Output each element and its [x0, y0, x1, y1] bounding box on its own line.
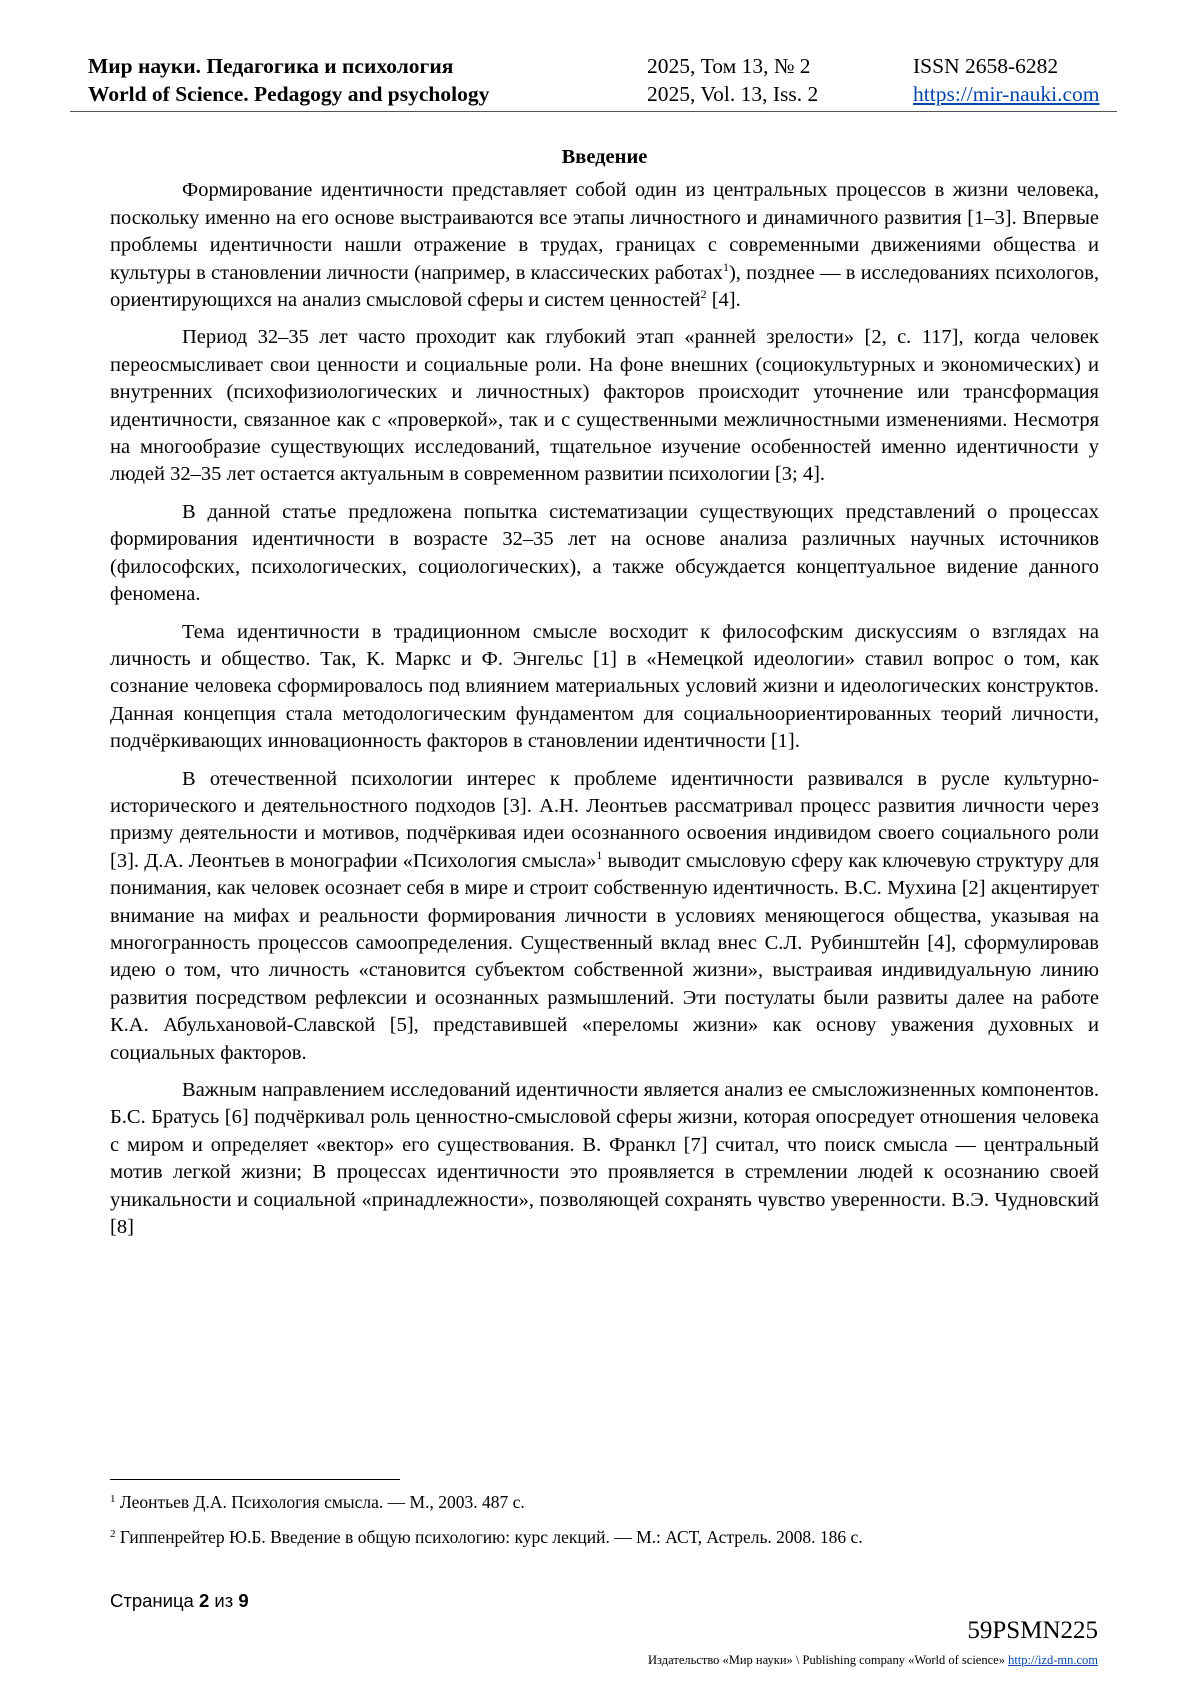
page-number: [110, 1590, 249, 1612]
page-of: из: [209, 1590, 239, 1611]
footnote-2: [110, 1526, 1100, 1548]
publisher-link[interactable]: http://izd-mn.com: [1008, 1653, 1098, 1667]
journal-title: [88, 52, 489, 108]
header-divider: [70, 111, 1117, 112]
page-current: 2: [199, 1590, 210, 1611]
footnote-mark: 1: [110, 1493, 116, 1505]
journal-title-ru: Мир науки. Педагогика и психология: [88, 54, 454, 78]
issue-info-en: 2025, Vol. 13, Iss. 2: [647, 82, 819, 106]
page-label: Страница: [110, 1590, 199, 1611]
article-body: [110, 144, 1099, 1251]
paragraph-text: В отечественной психологии интерес к проблеме идентичности развивался в русле культурно-исторического и деятельностного подходов [3]. А.Н. Леонтьев рассматривал процесс развития личности через призму деятельности и мотивов, подчёркивая идеи осознанного освоения индивидом своего социального роли [3]. Д.А. Леонтьев в монографии «Психология смысла»: [110, 767, 1099, 872]
paragraph-text: Формирование идентичности представляет собой один из центральных процессов в жизни человека, поскольку именно на его основе выстраиваются все этапы личностного и динамичного развития [1–3]. Впервые проблемы идентичности нашли отражение в трудах, границах с современными движениями общества и культуры в становлении личности (например, в классических работах: [110, 179, 1099, 284]
issue-info-ru: 2025, Том 13, № 2: [647, 54, 811, 78]
paragraph-3: В данной статье предложена попытка систематизации существующих представлений о процессах формирования идентичности в возрасте 32–35 лет на основе анализа различных научных источников (философских, психологических, социологических), а также обсуждается концептуальное видение данного феномена.: [110, 500, 1099, 606]
footnote-ref[interactable]: 1: [722, 259, 729, 274]
footnote-text: Леонтьев Д.А. Психология смысла. — М., 2003. 487 с.: [115, 1492, 525, 1512]
footnote-1: [110, 1491, 1100, 1513]
publisher-line: [648, 1653, 1098, 1668]
journal-title-en: World of Science. Pedagogy and psychology: [88, 82, 490, 106]
paragraph-2: Период 32–35 лет часто проходит как глубокий этап «ранней зрелости» [2, с. 117], когда человек переосмысливает свои ценности и социальные роли. На фоне внешних (социокультурных и экономических) и внутренних (психофизиологических и личностных) факторов происходит уточнение или трансформация идентичности, связанное как с «проверкой», так и с существенными межличностными изменениями. Несмотря на многообразие существующих исследований, тщательное изучение особенностей именно идентичности у людей 32–35 лет остается актуальным в современном развитии психологии [3; 4].: [110, 326, 1099, 486]
paragraph-5: [110, 766, 1099, 1067]
issn: ISSN 2658-6282: [913, 54, 1059, 78]
footnote-mark: 2: [110, 1528, 116, 1540]
paragraph-text: ), позднее — в исследованиях психологов, ориентирующихся на анализ смысловой сферы и систем ценностей: [110, 261, 1100, 312]
paragraph-text: выводит смысловую сферу как ключевую структуру для понимания, как человек осознает себя в мире и строит собственную идентичность. В.С. Мухина [2] акцентирует внимание на мифах и реальности формирования личности в условиях меняющегося общества, указывая на многогранность процессов самоопределения. Существенный вклад внес С.Л. Рубинштейн [4], сформулировав идею о том, что личность «становится субъектом собственной жизни», выстраивая индивидуальную линию развития посредством рефлексии и осознанных размышлений. Эти постулаты были развиты далее на работе К.А. Абульхановой-Славской [5], представившей «переломы жизни» как основу уважения духовных и социальных факторов.: [110, 849, 1099, 1064]
paragraph-1: [110, 177, 1099, 314]
publisher-text: Издательство «Мир науки» \ Publishing company «World of science»: [648, 1653, 1009, 1667]
footnote-ref[interactable]: 1: [596, 847, 603, 862]
page-total: 9: [238, 1590, 249, 1611]
footnote-ref[interactable]: 2: [700, 287, 707, 302]
paragraph-4: Тема идентичности в традиционном смысле восходит к философским дискуссиям о взглядах на личность и общество. Так, К. Маркс и Ф. Энгельс [1] в «Немецкой идеологии» ставил вопрос о том, как сознание человека сформировалось под влиянием материальных условий жизни и идеологических конструктов. Данная концепция стала методологическим фундаментом для социальноориентированных теорий личности, подчёркивающих инновационность факторов в становлении идентичности [1].: [110, 620, 1099, 753]
document-code: 59PSMN225: [967, 1617, 1098, 1644]
footnote-text: Гиппенрейтер Ю.Б. Введение в общую психологию: курс лекций. — М.: АСТ, Астрель. 2008. 186 с.: [115, 1527, 863, 1547]
section-title: Введение: [561, 146, 648, 168]
issue-info: [647, 52, 818, 108]
paragraph-text: [4].: [706, 289, 741, 312]
paragraph-6: Важным направлением исследований идентичности является анализ ее смысложизненных компонентов. Б.С. Братусь [6] подчёркивал роль ценностно-смысловой сферы жизни, которая опосредует отношения человека с миром и определяет «вектор» его существования. В. Франкл [7] считал, что поиск смысла — центральный мотив легкой жизни; В процессах идентичности это проявляется в стремлении людей к осознанию своей уникальности и социальной «принадлежности», позволяющей сохранять чувство уверенности. В.Э. Чудновский [8]: [110, 1079, 1099, 1239]
footnotes: [110, 1491, 1100, 1561]
journal-url-link[interactable]: https://mir-nauki.com: [913, 82, 1100, 106]
issn-block: [913, 52, 1099, 108]
footnote-divider: [110, 1479, 400, 1480]
